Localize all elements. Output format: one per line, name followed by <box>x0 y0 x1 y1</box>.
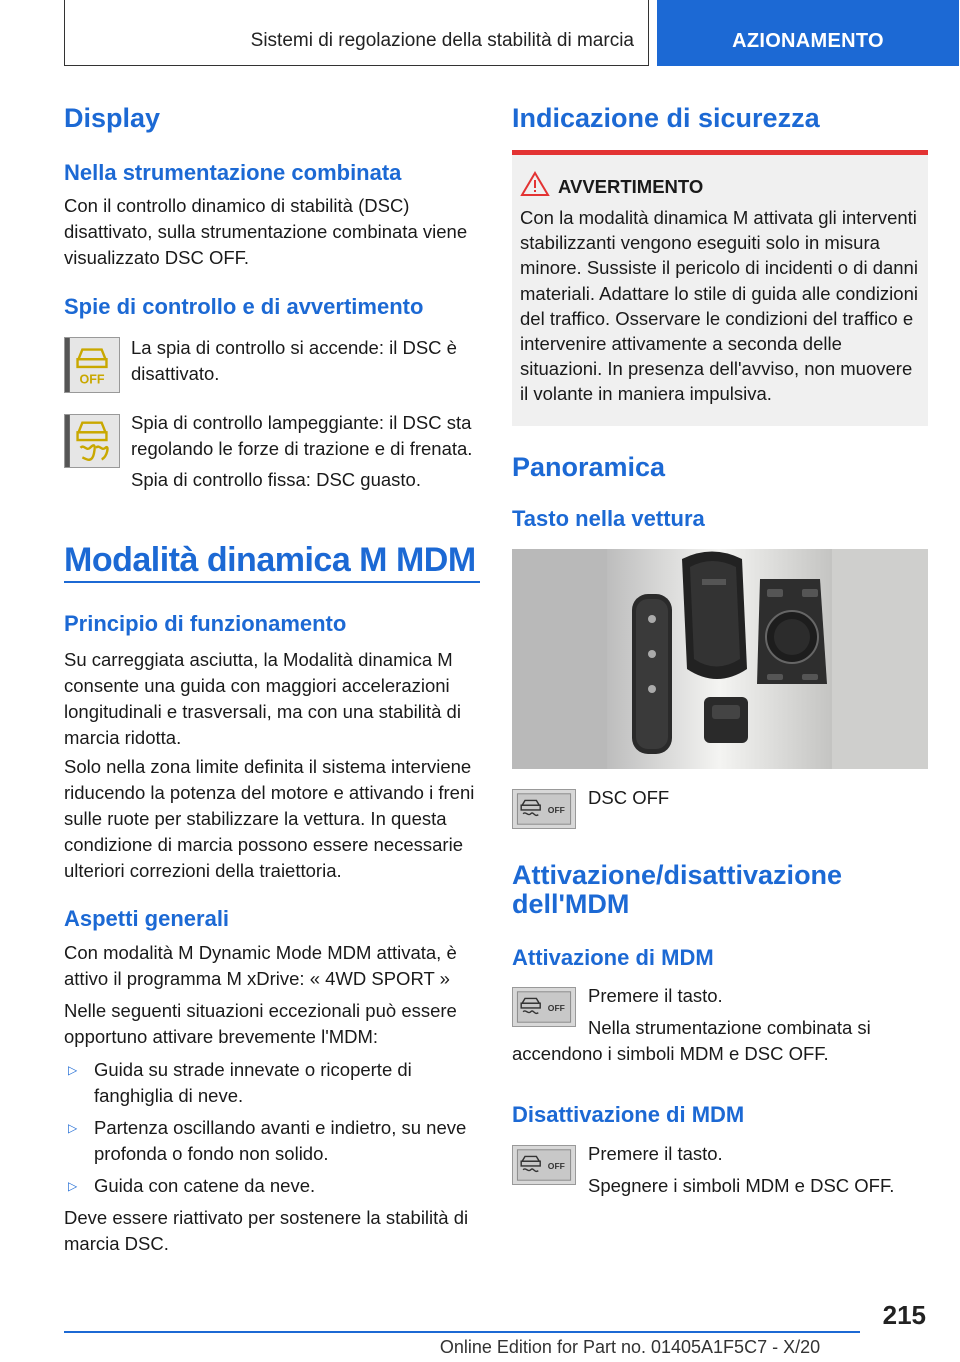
button-heading: Tasto nella vettura <box>512 506 705 531</box>
console-photo <box>512 549 928 769</box>
svg-text:OFF: OFF <box>547 804 565 815</box>
light1-text: La spia di controllo si accende: il DSC è disattivato. <box>131 337 457 384</box>
bullet-marker: ▷ <box>68 1121 78 1135</box>
mdm-heading: Modalità dinamica M MDM <box>64 541 476 579</box>
general-text-3: Deve essere riattivato per sostenere la stabilità di marcia DSC. <box>64 1207 469 1254</box>
header-chapter-tab[interactable] <box>657 0 959 66</box>
bullet-marker: ▷ <box>68 1179 78 1193</box>
activation-heading-line2: dell'MDM <box>512 889 630 919</box>
mdm-heading-rule <box>64 581 480 583</box>
warning-box <box>512 150 928 426</box>
principle-text-2: Solo nella zona limite definita il sistema interviene riducendo la potenza del motore e attivando i freni sulle ruote per stabilizzare la vettura. In questa condizione di marcia possono essere necessarie ulteriori correzioni della traiettoria. <box>64 756 475 881</box>
dsc-active-light-icon <box>64 414 120 468</box>
svg-text:OFF: OFF <box>547 1002 565 1013</box>
light2-text: Spia di controllo lampeggiante: il DSC sta regolando le forze di trazione e di frenata. <box>131 412 473 459</box>
deact-heading: Disattivazione di MDM <box>512 1102 745 1127</box>
warning-triangle-icon <box>520 170 550 198</box>
deact-text-1: Premere il tasto. <box>588 1143 723 1164</box>
header-chapter-label: AZIONAMENTO <box>732 30 884 52</box>
warning-title: AVVERTIMENTO <box>558 176 704 197</box>
general-heading: Aspetti generali <box>64 906 230 931</box>
warning-bar <box>512 150 928 155</box>
header-section-box <box>64 0 649 66</box>
safety-heading: Indicazione di sicurezza <box>512 103 820 133</box>
act-text-1: Premere il tasto. <box>588 985 723 1006</box>
bullet-marker: ▷ <box>68 1063 78 1077</box>
principle-heading: Principio di funzionamento <box>64 611 347 636</box>
list-item: Partenza oscillando avanti e indietro, su neve profonda o fondo non solido. <box>94 1117 467 1164</box>
overview-heading: Panoramica <box>512 452 666 482</box>
light2-text-b: Spia di controllo fissa: DSC guasto. <box>131 469 421 490</box>
act-text-2: Nella strumentazione combinata si accendono i simboli MDM e DSC OFF. <box>512 1017 871 1064</box>
general-text-1: Con modalità M Dynamic Mode MDM attivata, è attivo il programma M xDrive: « 4WD SPORT » <box>64 942 457 989</box>
warning-text: Con la modalità dinamica M attivata gli interventi stabilizzanti vengono eseguiti solo in misura minore. Sussiste il pericolo di incidenti o di danni materiali. Adattare lo stile di guida alle condizioni del traffico. Osservare le condizioni del traffico e intervenire attivamente a seconda delle situazioni. In presenza dell'avviso, non muovere il volante in maniera impulsiva. <box>520 207 918 405</box>
lights-heading: Spie di controllo e di avvertimento <box>64 294 424 319</box>
act-heading: Attivazione di MDM <box>512 945 714 970</box>
dsc-off-button-icon <box>512 789 576 829</box>
combined-text: Con il controllo dinamico di stabilità (DSC) disattivato, sulla strumentazione combinata viene visualizzato DSC OFF. <box>64 195 468 268</box>
list-item: Guida su strade innevate o ricoperte di fanghiglia di neve. <box>94 1059 412 1106</box>
general-text-2: Nelle seguenti situazioni eccezionali può essere opportuno attivare brevemente l'MDM: <box>64 1000 457 1047</box>
footer-edition: Online Edition for Part no. 01405A1F5C7 - X/20 <box>439 1337 821 1357</box>
footer-edition-wrap <box>0 1337 960 1358</box>
header-section-title: Sistemi di regolazione della stabilità di marcia <box>250 30 634 51</box>
page-number: 215 <box>882 1300 926 1330</box>
svg-text:OFF: OFF <box>79 372 105 387</box>
dsc-off-light-icon <box>64 337 120 393</box>
principle-text-1: Su carreggiata asciutta, la Modalità dinamica M consente una guida con maggiori accelerazioni longitudinali e trasversali, ma con una stabilità di marcia ridotta. <box>64 649 461 748</box>
combined-heading: Nella strumentazione combinata <box>64 160 402 185</box>
display-heading: Display <box>64 103 161 133</box>
svg-text:OFF: OFF <box>547 1160 565 1171</box>
deact-text-2: Spegnere i simboli MDM e DSC OFF. <box>588 1175 895 1196</box>
dsc-off-button-icon <box>512 1145 576 1185</box>
dsc-off-label: DSC OFF <box>588 787 670 808</box>
list-item: Guida con catene da neve. <box>94 1175 316 1196</box>
footer-rule <box>64 1331 860 1333</box>
activation-heading-line1: Attivazione/disattivazione <box>512 860 843 890</box>
